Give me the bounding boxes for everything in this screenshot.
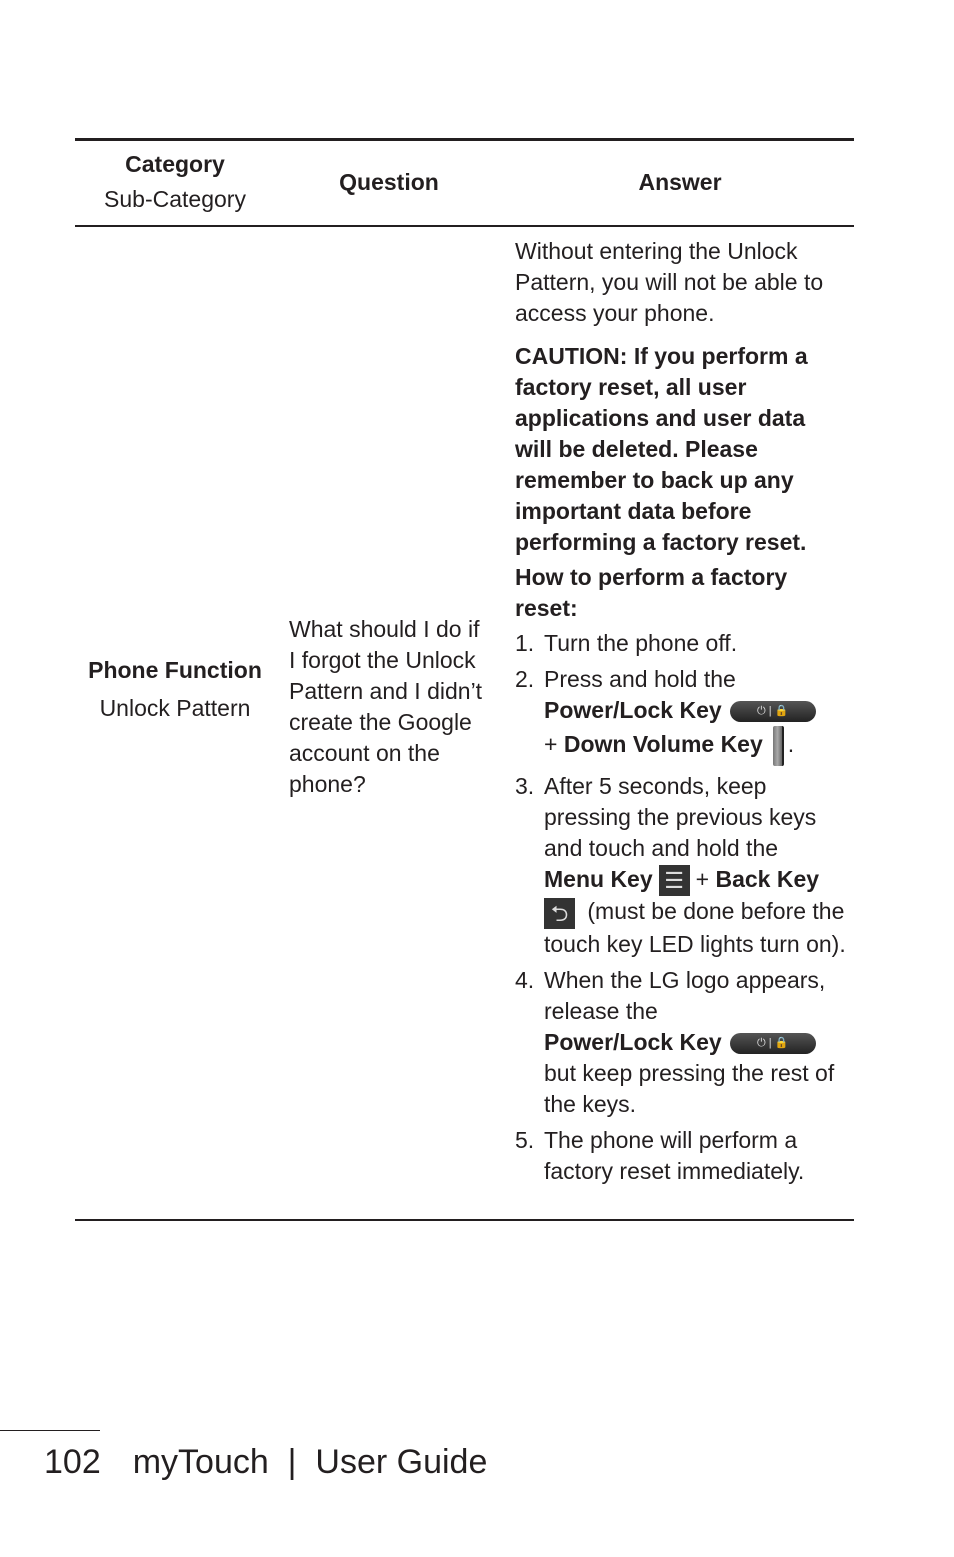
- step-text: When the LG logo appears, release the: [544, 966, 826, 1024]
- table-bottom-rule: [75, 1219, 854, 1221]
- key-name: Down Volume Key: [563, 731, 763, 758]
- header-category: [75, 147, 275, 217]
- header-subcategory-label: Sub-Category: [104, 186, 246, 212]
- step-text: but keep pressing the rest of the keys.: [544, 1059, 835, 1117]
- key-name: Menu Key: [544, 866, 653, 892]
- menu-key-icon: ☰: [659, 865, 690, 896]
- header-question: Question: [339, 169, 439, 195]
- page-number: 102: [44, 1443, 101, 1481]
- page-footer: [44, 1440, 487, 1484]
- header-category-label: Category: [125, 151, 225, 177]
- footer-rule: [0, 1430, 100, 1431]
- subcategory-name: Unlock Pattern: [99, 695, 251, 721]
- caution-note: CAUTION: If you perform a factory reset, all user applications and user data will be deleted. Please remember to back up any important data before performing a factory reset.: [515, 343, 808, 555]
- key-name: Back Key: [715, 866, 820, 892]
- step-text: The phone will perform a factory reset immediately.: [544, 1126, 805, 1184]
- plus-sign: +: [695, 866, 710, 892]
- step-text: .: [787, 731, 795, 758]
- plus-sign: +: [544, 731, 558, 758]
- step-number: 3.: [515, 773, 535, 799]
- power-lock-key-icon: ⏻ | 🔒: [730, 1033, 816, 1054]
- volume-down-key-icon: [773, 726, 784, 766]
- power-lock-key-icon: ⏻ | 🔒: [730, 701, 816, 722]
- step-item: [515, 771, 847, 960]
- step-item: [515, 664, 847, 766]
- table-header-rule: [75, 225, 854, 227]
- step-number: 4.: [515, 966, 535, 993]
- step-item: [515, 1125, 847, 1187]
- answer-intro: Without entering the Unlock Pattern, you will not be able to access your phone.: [515, 238, 824, 326]
- step-text: Turn the phone off.: [544, 630, 738, 656]
- step-text: (must be done before the touch key LED lights turn on).: [544, 898, 846, 957]
- steps-list: [515, 628, 847, 1187]
- back-key-icon: ⮌: [544, 898, 575, 929]
- category-cell: [75, 655, 275, 726]
- key-name: Power/Lock Key: [544, 697, 722, 723]
- step-item: [515, 965, 847, 1120]
- step-text: After 5 seconds, keep pressing the previous keys and touch and hold the: [544, 773, 817, 861]
- howto-heading: How to perform a factory reset:: [515, 564, 788, 621]
- step-number: 5.: [515, 1126, 535, 1153]
- header-answer: Answer: [638, 169, 722, 195]
- answer-cell: [515, 236, 847, 1192]
- step-item: [515, 628, 847, 659]
- category-name: Phone Function: [88, 657, 262, 683]
- step-number: 1.: [515, 630, 535, 656]
- step-number: 2.: [515, 666, 535, 692]
- question-cell: What should I do if I forgot the Unlock Pattern and I didn’t create the Google account on the phone?: [289, 616, 483, 797]
- key-name: Power/Lock Key: [544, 1028, 722, 1055]
- step-text: Press and hold the: [544, 666, 736, 692]
- table-top-rule: [75, 138, 854, 141]
- document-title: myTouch | User Guide: [132, 1443, 488, 1481]
